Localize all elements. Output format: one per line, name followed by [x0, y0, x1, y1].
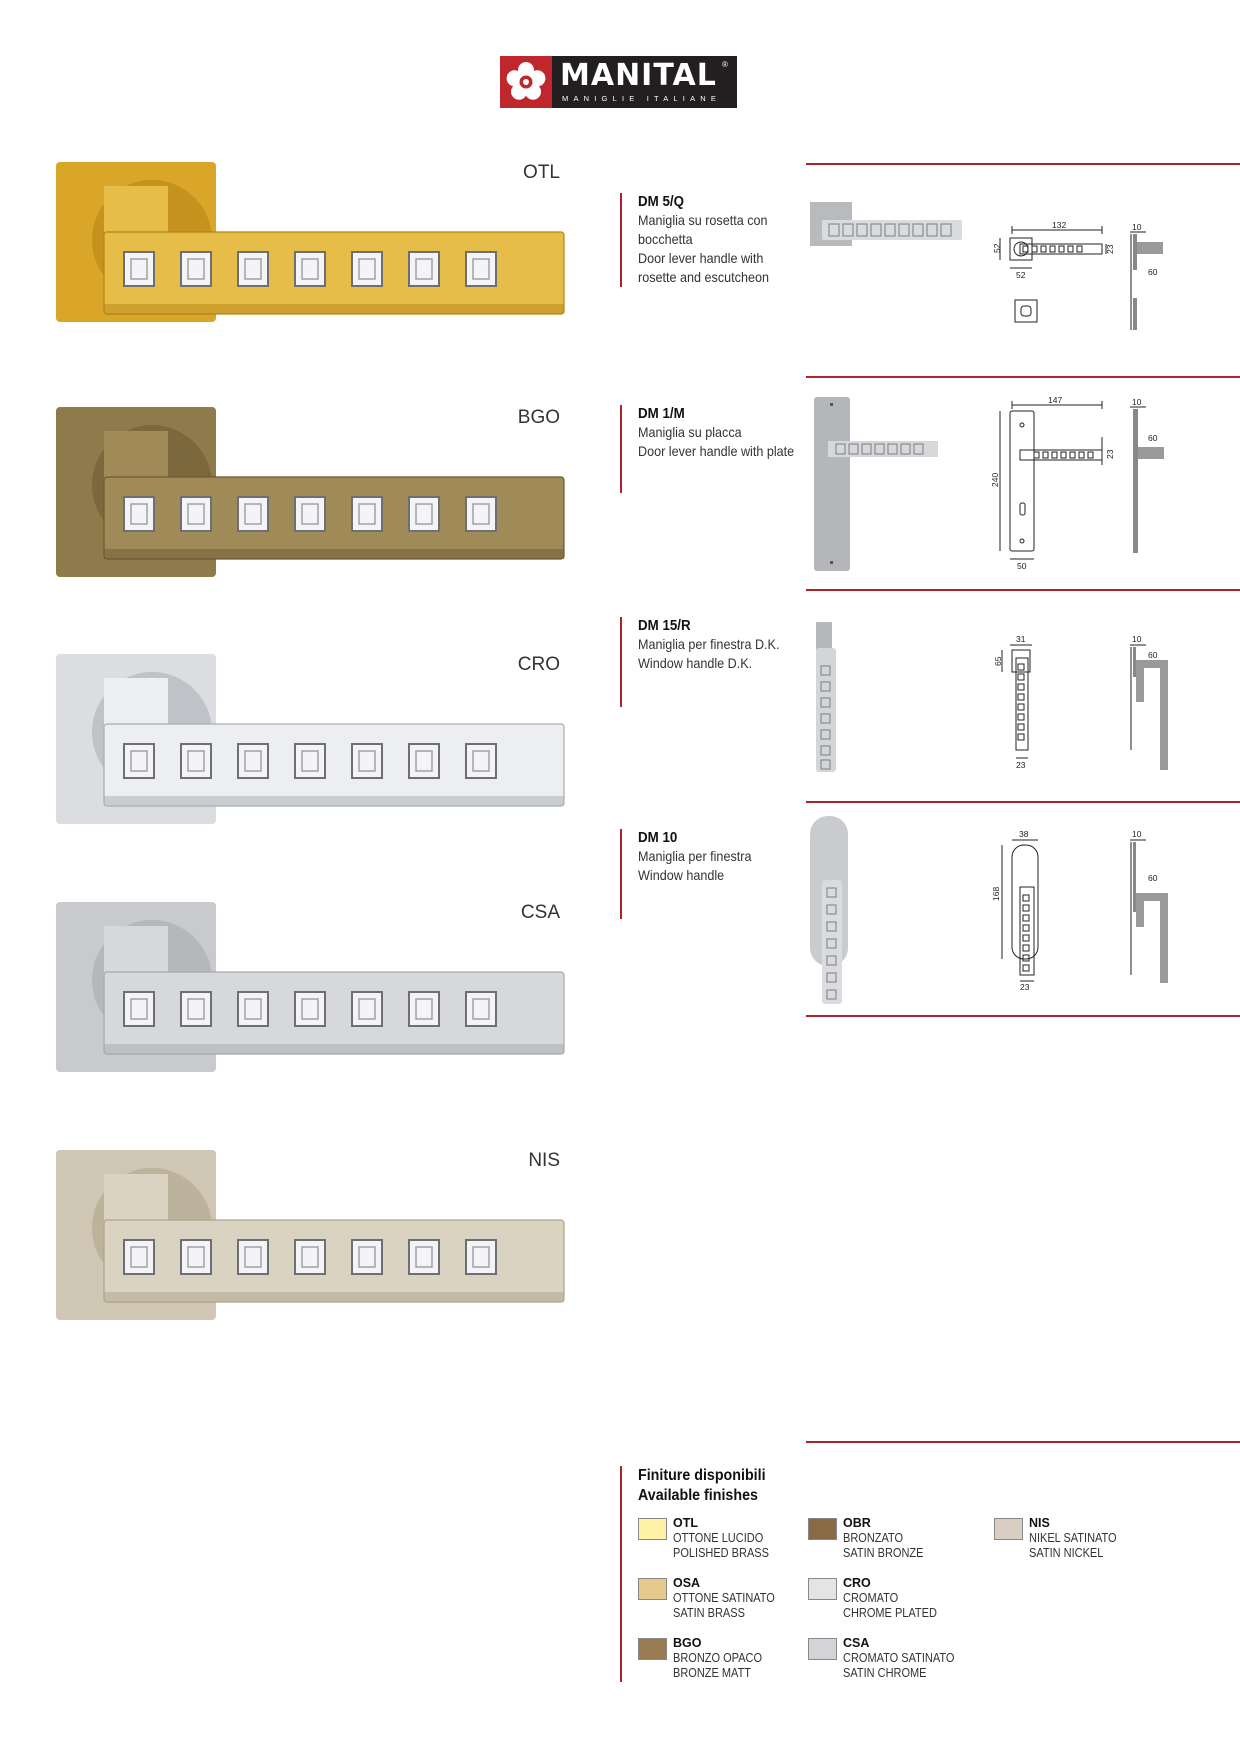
- dim-lever-height: 23: [1105, 244, 1115, 254]
- color-swatch: [638, 1578, 667, 1600]
- crystal-icon: [238, 252, 268, 286]
- crystal-icon: [295, 252, 325, 286]
- crystal-icon: [124, 992, 154, 1026]
- product-code: DM 5/Q: [638, 194, 684, 210]
- dim-length: 147: [1048, 395, 1063, 405]
- dim-lever-height: 23: [1105, 449, 1115, 459]
- crystal-icon: [409, 497, 439, 531]
- dim-width: 38: [1019, 829, 1029, 839]
- dm10-technical-drawing: [990, 825, 1190, 990]
- swatch-name-en: SATIN BRONZE: [843, 1546, 924, 1560]
- swatch-name-en: POLISHED BRASS: [673, 1546, 769, 1560]
- crystal-icon: [295, 744, 325, 778]
- dm5q-thumbnail: [808, 200, 963, 265]
- crystal-icon: [181, 744, 211, 778]
- swatch-code: OBR: [843, 1516, 871, 1530]
- finish-code-label: BGO: [517, 407, 560, 428]
- crystal-icon: [466, 1240, 496, 1274]
- lever-handle-image: [40, 140, 580, 350]
- finish-swatch-bgo: [638, 1636, 818, 1686]
- swatch-name-en: SATIN BRASS: [673, 1606, 745, 1620]
- crystal-icon: [295, 497, 325, 531]
- crystal-icon: [124, 497, 154, 531]
- swatch-code: OSA: [673, 1576, 701, 1590]
- finish-code-label: NIS: [528, 1150, 560, 1171]
- crystal-icon: [238, 992, 268, 1026]
- lever-shadow: [104, 549, 564, 559]
- crystal-icon: [352, 497, 382, 531]
- finish-swatch-csa: [808, 1636, 988, 1686]
- lever-shadow: [104, 796, 564, 806]
- manital-logo: [500, 56, 737, 108]
- swatch-code: BGO: [673, 1636, 702, 1650]
- crystal-icon: [352, 744, 382, 778]
- finish-photo-csa: [40, 880, 580, 1090]
- swatch-name-it: CROMATO: [843, 1591, 899, 1605]
- swatch-name-it: BRONZATO: [843, 1531, 904, 1545]
- product-desc: Maniglia per finestra: [638, 848, 752, 864]
- crystal-icon: [352, 252, 382, 286]
- finish-swatch-nis: [994, 1516, 1174, 1566]
- dim-width: 31: [1016, 634, 1026, 644]
- swatch-code: CSA: [843, 1636, 870, 1650]
- finish-swatch-obr: [808, 1516, 988, 1566]
- divider: [806, 1441, 1240, 1443]
- lever-shadow: [104, 1044, 564, 1054]
- product-desc: Window handle D.K.: [638, 655, 753, 671]
- dim-height: 168: [991, 886, 1001, 901]
- product-code: DM 1/M: [638, 406, 685, 422]
- crystal-icon: [238, 744, 268, 778]
- finish-photo-nis: [40, 1128, 580, 1338]
- dim-projection: 60: [1148, 433, 1158, 443]
- dm1m-technical-drawing: [990, 395, 1190, 575]
- lever-handle-image: [40, 880, 580, 1090]
- lever-shadow: [104, 1292, 564, 1302]
- crystal-icon: [295, 1240, 325, 1274]
- dim-depth: 10: [1132, 222, 1142, 232]
- lever-handle-image: [40, 385, 580, 595]
- divider: [806, 163, 1240, 165]
- finish-swatch-osa: [638, 1576, 818, 1626]
- dim-plate-width: 50: [1017, 561, 1027, 571]
- flower-logo-icon: [500, 56, 552, 108]
- finish-photo-bgo: [40, 385, 580, 595]
- finish-swatch-cro: [808, 1576, 988, 1626]
- dim-projection: 60: [1148, 873, 1158, 883]
- product-desc: rosette and escutcheon: [638, 269, 769, 285]
- swatch-name-en: SATIN NICKEL: [1029, 1546, 1104, 1560]
- lever-shadow: [104, 304, 564, 314]
- crystal-icon: [181, 252, 211, 286]
- finish-photo-otl: [40, 140, 580, 350]
- dm15r-thumbnail: [810, 620, 870, 775]
- swatch-name-en: CHROME PLATED: [843, 1606, 937, 1620]
- crystal-icon: [181, 497, 211, 531]
- product-desc: Maniglia per finestra D.K.: [638, 636, 780, 652]
- product-code: DM 10: [638, 830, 678, 846]
- lever-handle-image: [40, 1128, 580, 1338]
- product-desc: Window handle: [638, 867, 725, 883]
- dim-plate-height: 240: [990, 472, 1000, 487]
- crystal-icon: [238, 1240, 268, 1274]
- swatch-code: OTL: [673, 1516, 698, 1530]
- crystal-icon: [466, 744, 496, 778]
- product-desc: Door lever handle with plate: [638, 443, 795, 459]
- dm1m-thumbnail: [810, 395, 945, 575]
- product-dm1m: [620, 405, 810, 493]
- finish-code-label: CRO: [517, 654, 560, 675]
- color-swatch: [808, 1578, 837, 1600]
- product-desc: bocchetta: [638, 231, 693, 247]
- legend-title-en: Available finishes: [638, 1487, 758, 1504]
- dim-handle-width: 23: [1016, 760, 1026, 770]
- swatch-name-it: OTTONE LUCIDO: [673, 1531, 764, 1545]
- divider: [806, 589, 1240, 591]
- dm15r-technical-drawing: [990, 630, 1190, 770]
- dim-length: 132: [1052, 220, 1067, 230]
- swatch-name-en: SATIN CHROME: [843, 1666, 927, 1680]
- swatch-name-it: OTTONE SATINATO: [673, 1591, 775, 1605]
- product-dm15r: [620, 617, 810, 707]
- divider: [806, 801, 1240, 803]
- crystal-icon: [181, 992, 211, 1026]
- crystal-icon: [181, 1240, 211, 1274]
- product-code: DM 15/R: [638, 618, 691, 634]
- product-desc: Maniglia su rosetta con: [638, 212, 768, 228]
- finish-swatch-otl: [638, 1516, 818, 1566]
- crystal-icon: [295, 992, 325, 1026]
- finish-code-label: OTL: [523, 162, 560, 183]
- lever-handle-image: [40, 632, 580, 842]
- swatch-code: NIS: [1029, 1516, 1050, 1530]
- product-dm5q: [620, 193, 810, 287]
- color-swatch: [808, 1518, 837, 1540]
- crystal-icon: [352, 1240, 382, 1274]
- dim-rose-width: 52: [1016, 270, 1026, 280]
- crystal-icon: [124, 744, 154, 778]
- finish-photo-cro: [40, 632, 580, 842]
- color-swatch: [638, 1518, 667, 1540]
- dim-depth: 10: [1132, 634, 1142, 644]
- dim-base: 65: [993, 656, 1003, 666]
- swatch-name-it: BRONZO OPACO: [673, 1651, 763, 1665]
- brand-tagline: MANIGLIE ITALIANE: [562, 94, 722, 103]
- finish-code-label: CSA: [520, 902, 560, 923]
- product-desc: Door lever handle with: [638, 250, 764, 266]
- crystal-icon: [238, 497, 268, 531]
- product-desc: Maniglia su placca: [638, 424, 742, 440]
- crystal-icon: [409, 252, 439, 286]
- dim-depth: 10: [1132, 397, 1142, 407]
- crystal-icon: [466, 992, 496, 1026]
- legend-title-it: Finiture disponibili: [638, 1467, 766, 1484]
- divider: [806, 376, 1240, 378]
- swatch-name-it: CROMATO SATINATO: [843, 1651, 955, 1665]
- dim-projection: 60: [1148, 267, 1158, 277]
- color-swatch: [994, 1518, 1023, 1540]
- dim-depth: 10: [1132, 829, 1142, 839]
- brand-name: MANITAL: [560, 58, 717, 93]
- dim-projection: 60: [1148, 650, 1158, 660]
- dm10-thumbnail: [806, 812, 866, 1007]
- crystal-icon: [466, 497, 496, 531]
- color-swatch: [808, 1638, 837, 1660]
- finishes-legend: [620, 1466, 1200, 1682]
- swatch-name-en: BRONZE MATT: [673, 1666, 752, 1680]
- product-dm10: [620, 829, 810, 919]
- dm5q-technical-drawing: [990, 220, 1190, 340]
- crystal-icon: [352, 992, 382, 1026]
- swatch-name-it: NIKEL SATINATO: [1029, 1531, 1117, 1545]
- swatch-code: CRO: [843, 1576, 871, 1590]
- crystal-icon: [409, 744, 439, 778]
- crystal-icon: [409, 1240, 439, 1274]
- color-swatch: [638, 1638, 667, 1660]
- crystal-icon: [124, 252, 154, 286]
- dim-handle-width: 23: [1020, 982, 1030, 990]
- divider: [806, 1015, 1240, 1017]
- dim-rose-height: 52: [992, 243, 1002, 253]
- crystal-icon: [466, 252, 496, 286]
- registered-mark: ®: [722, 60, 728, 69]
- crystal-icon: [409, 992, 439, 1026]
- crystal-icon: [124, 1240, 154, 1274]
